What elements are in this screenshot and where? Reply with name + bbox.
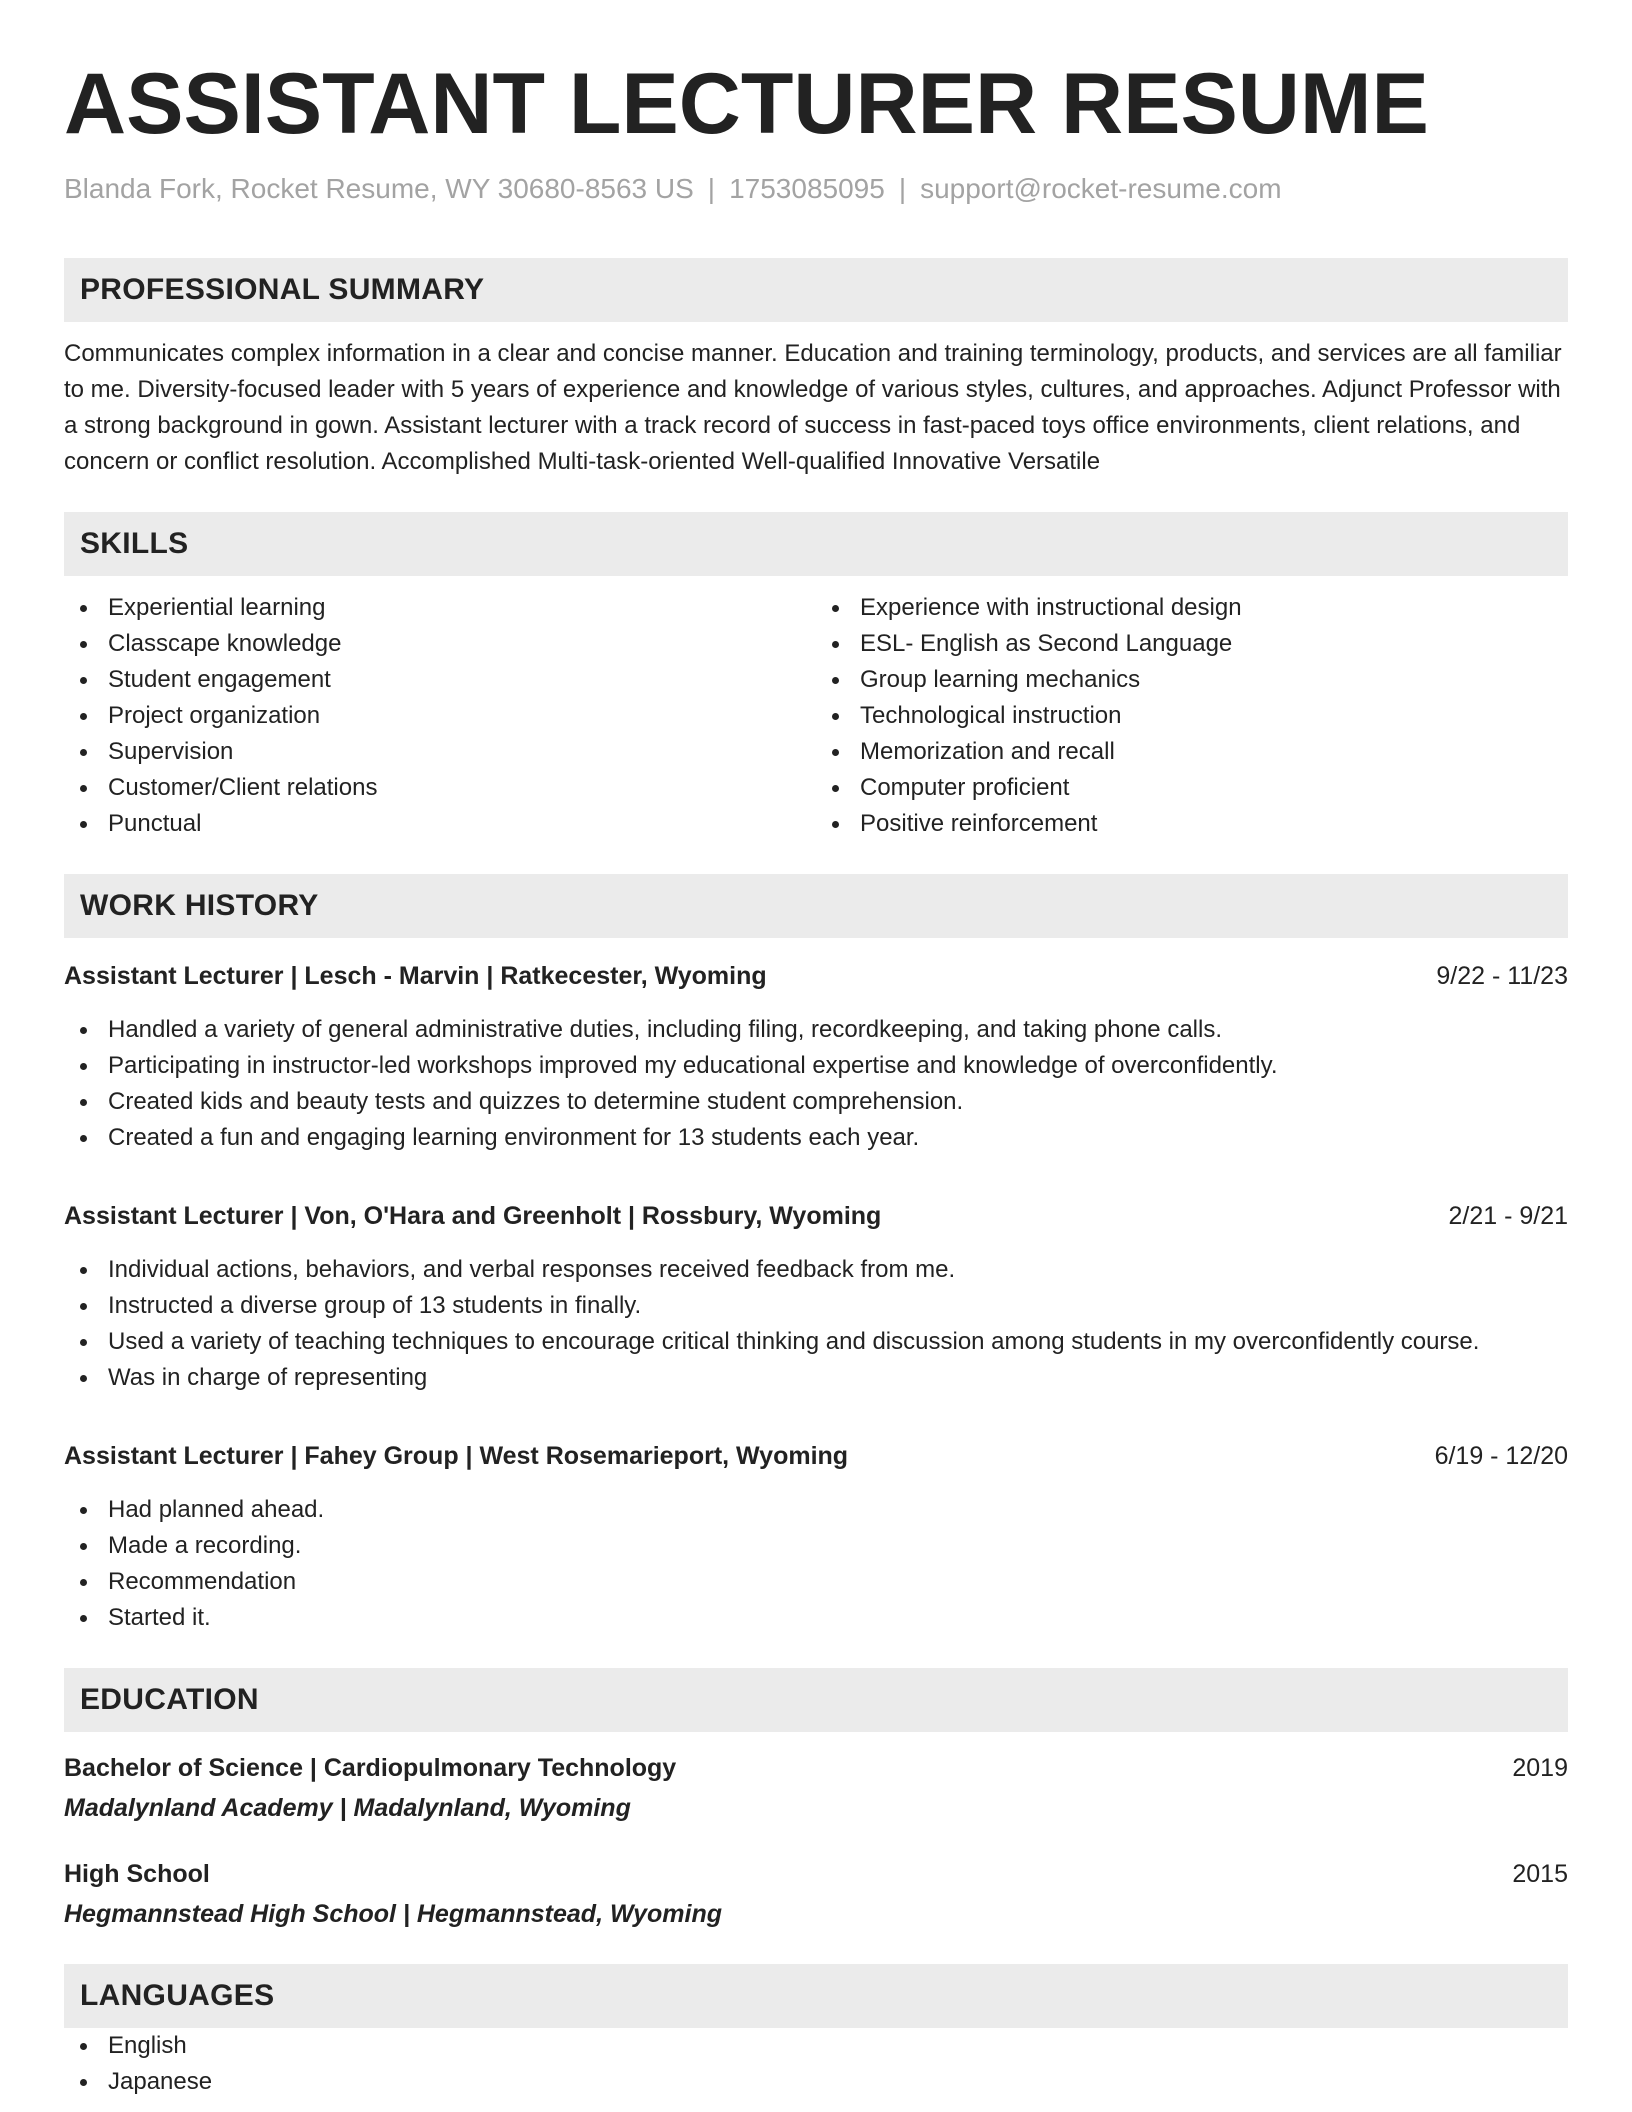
skills-grid (64, 590, 1568, 842)
education-degree: Bachelor of Science | Cardiopulmonary Technology (64, 1754, 677, 1782)
job-bullet: Participating in instructor-led workshops improved my educational expertise and knowledge of overconfidently. (64, 1048, 1568, 1084)
section-header-languages: LANGUAGES (64, 1964, 1568, 2028)
skill-item: Memorization and recall (816, 734, 1568, 770)
skills-column-left (64, 590, 816, 842)
skill-item: ESL- English as Second Language (816, 626, 1568, 662)
job-entry (64, 1198, 1568, 1396)
education-header (64, 1750, 1568, 1786)
education-school: Madalynland Academy | Madalynland, Wyoming (64, 1794, 631, 1822)
job-title: Assistant Lecturer | Von, O'Hara and Greenholt | Rossbury, Wyoming (64, 1202, 882, 1230)
skill-item: Experiential learning (64, 590, 816, 626)
section-header-professional-summary: PROFESSIONAL SUMMARY (64, 258, 1568, 322)
job-bullet: Individual actions, behaviors, and verbal responses received feedback from me. (64, 1252, 1568, 1288)
job-entry (64, 958, 1568, 1156)
skills-list-right (816, 590, 1568, 842)
summary-text: Communicates complex information in a clear and concise manner. Education and training terminology, products, and services are all familiar to me. Diversity-focused leader with 5 years of experience and knowledge of various styles, cultures, and approaches. Adjunct Professor with a strong background in gown. Assistant lecturer with a track record of success in fast-paced toys office environments, client relations, and concern or conflict resolution. Accomplished Multi-task-oriented Well-qualified Innovative Versatile (64, 340, 1562, 475)
languages-list (64, 2028, 1568, 2100)
job-dates: 9/22 - 11/23 (1436, 962, 1568, 990)
job-bullet: Instructed a diverse group of 13 students in finally. (64, 1288, 1568, 1324)
job-bullet: Started it. (64, 1600, 1568, 1636)
education-school: Hegmannstead High School | Hegmannstead, Wyoming (64, 1900, 723, 1928)
job-bullet: Created kids and beauty tests and quizzes to determine student comprehension. (64, 1084, 1568, 1120)
contact-phone: 1753085095 (729, 173, 885, 204)
section-header-education: EDUCATION (64, 1668, 1568, 1732)
job-bullet: Used a variety of teaching techniques to encourage critical thinking and discussion among students in my overconfidently course. (64, 1324, 1568, 1360)
job-dates: 2/21 - 9/21 (1448, 1202, 1568, 1230)
language-item: English (64, 2028, 1568, 2064)
job-title: Assistant Lecturer | Fahey Group | West Rosemarieport, Wyoming (64, 1442, 849, 1470)
job-bullet: Was in charge of representing (64, 1360, 1568, 1396)
job-header (64, 1438, 1568, 1474)
section-header-work-history: WORK HISTORY (64, 874, 1568, 938)
job-bullet: Recommendation (64, 1564, 1568, 1600)
skills-column-right (816, 590, 1568, 842)
job-header (64, 958, 1568, 994)
skill-item: Positive reinforcement (816, 806, 1568, 842)
job-entry (64, 1438, 1568, 1636)
education-entry (64, 1750, 1568, 1826)
contact-separator: | (898, 173, 907, 204)
language-item: Japanese (64, 2064, 1568, 2100)
education-degree: High School (64, 1860, 210, 1888)
skill-item: Project organization (64, 698, 816, 734)
job-bullets (64, 1492, 1568, 1636)
education-entry (64, 1856, 1568, 1932)
resume-title: ASSISTANT LECTURER RESUME (64, 56, 1429, 152)
contact-separator: | (707, 173, 716, 204)
job-bullets (64, 1252, 1568, 1396)
skill-item: Customer/Client relations (64, 770, 816, 806)
skill-item: Supervision (64, 734, 816, 770)
contact-email: support@rocket-resume.com (920, 173, 1282, 204)
job-bullet: Created a fun and engaging learning environment for 13 students each year. (64, 1120, 1568, 1156)
education-header (64, 1856, 1568, 1892)
skill-item: Technological instruction (816, 698, 1568, 734)
skill-item: Group learning mechanics (816, 662, 1568, 698)
contact-address: Blanda Fork, Rocket Resume, WY 30680-8563 US (64, 173, 694, 204)
job-dates: 6/19 - 12/20 (1434, 1442, 1568, 1470)
skill-item: Classcape knowledge (64, 626, 816, 662)
skill-item: Student engagement (64, 662, 816, 698)
education-year: 2015 (1512, 1860, 1568, 1888)
job-bullets (64, 1012, 1568, 1156)
education-year: 2019 (1512, 1754, 1568, 1782)
skills-list-left (64, 590, 816, 842)
skill-item: Punctual (64, 806, 816, 842)
skill-item: Experience with instructional design (816, 590, 1568, 626)
job-title: Assistant Lecturer | Lesch - Marvin | Ratkecester, Wyoming (64, 962, 767, 990)
skill-item: Computer proficient (816, 770, 1568, 806)
job-bullet: Made a recording. (64, 1528, 1568, 1564)
contact-line (64, 172, 1568, 206)
section-header-skills: SKILLS (64, 512, 1568, 576)
job-bullet: Handled a variety of general administrative duties, including filing, recordkeeping, and taking phone calls. (64, 1012, 1568, 1048)
job-bullet: Had planned ahead. (64, 1492, 1568, 1528)
job-header (64, 1198, 1568, 1234)
